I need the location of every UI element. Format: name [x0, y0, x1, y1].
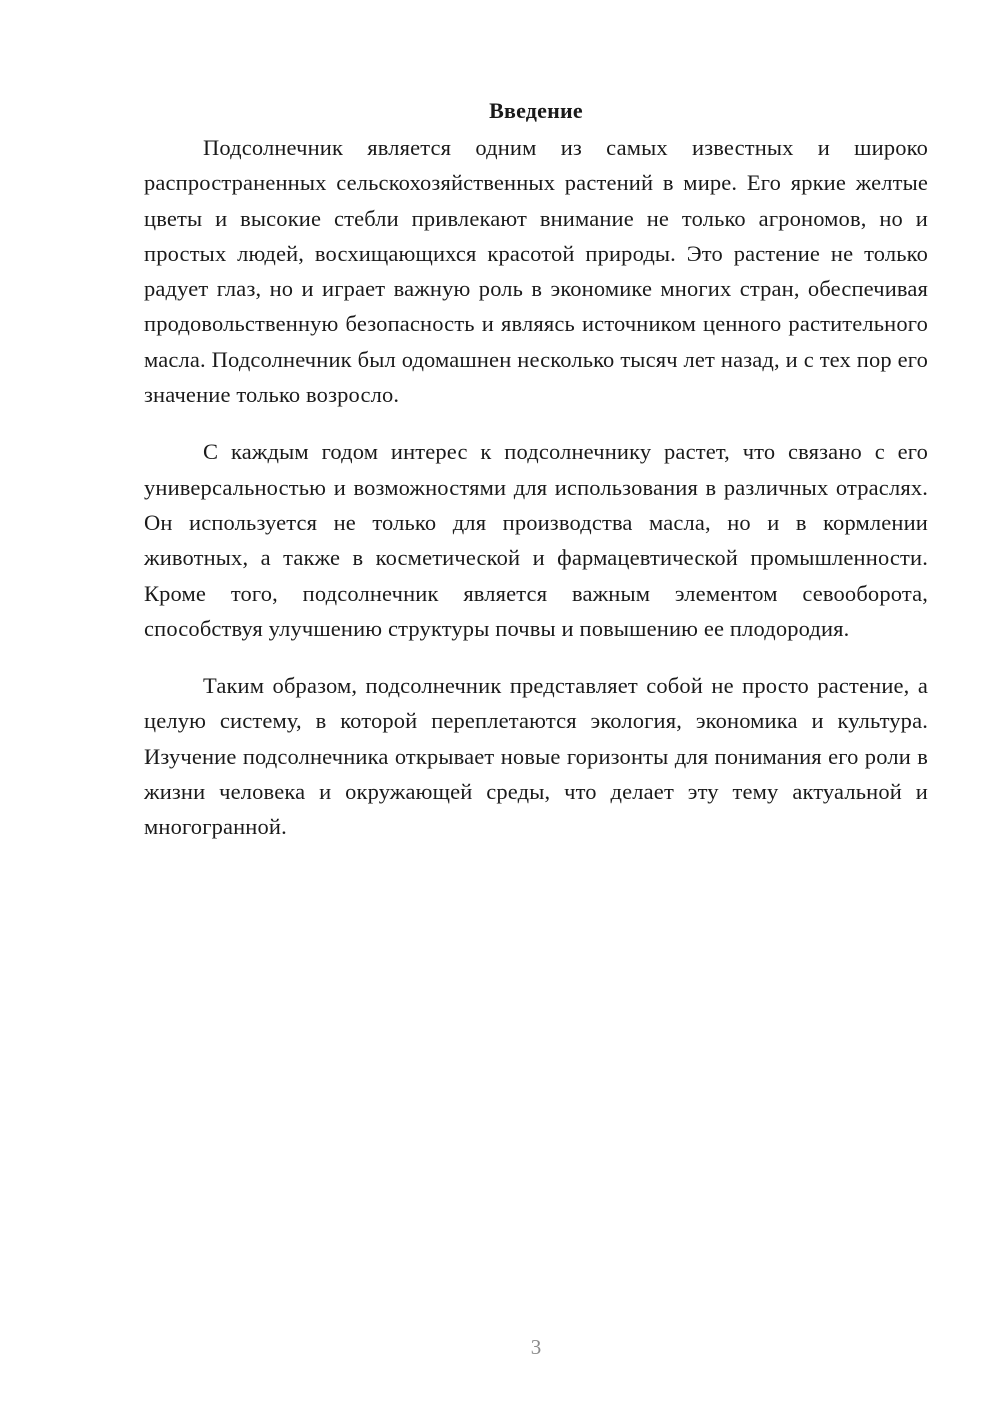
paragraph: С каждым годом интерес к подсолнечнику растет, что связано с его универсальностью и возможностями для использования в различных отраслях. Он используется не только для производства масла, но и в кормлении животных, а также в косметической и фармацевтической промышленности. Кроме того, подсолнечник является важным элементом севооборота, способствуя улучшению структуры почвы и повышению ее плодородия.: [144, 439, 928, 641]
paragraph: Подсолнечник является одним из самых известных и широко распространенных сельскохозяйственных растений в мире. Его яркие желтые цветы и высокие стебли привлекают внимание не только агрономов, но и простых людей, восхищающихся красотой природы. Это растение не только радует глаз, но и играет важную роль в экономике многих стран, обеспечивая продовольственную безопасность и являясь источником ценного растительного масла. Подсолнечник был одомашнен несколько тысяч лет назад, и с тех пор его значение только возросло.: [144, 135, 928, 408]
page-content: [144, 96, 928, 867]
paragraph: Таким образом, подсолнечник представляет собой не просто растение, а целую систему, в которой переплетаются экология, экономика и культура. Изучение подсолнечника открывает новые горизонты для понимания его роли в жизни человека и окружающей среды, что делает эту тему актуальной и многогранной.: [144, 673, 928, 840]
page-number: 3: [530, 1335, 542, 1359]
section-title: Введение: [489, 98, 583, 123]
